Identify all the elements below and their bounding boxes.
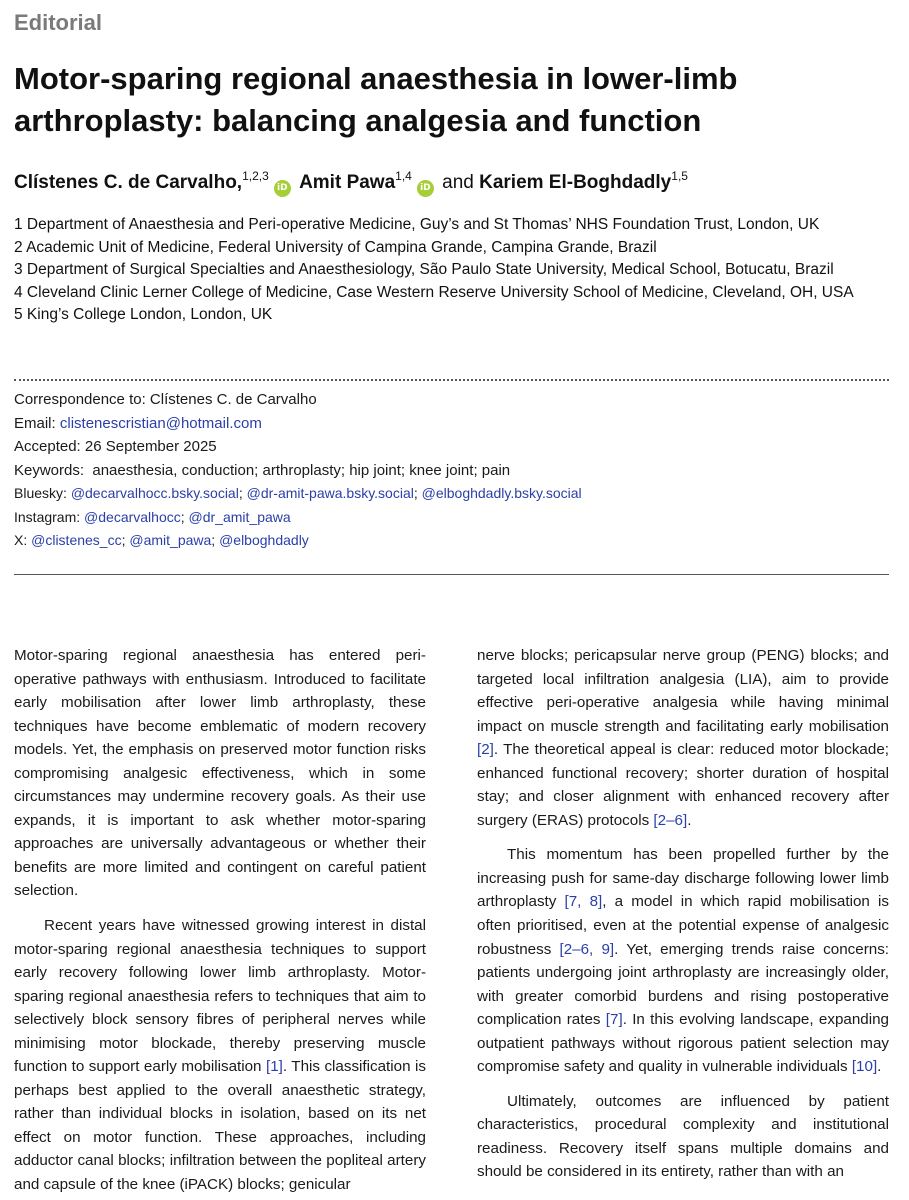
correspondence-label: Correspondence to:: [14, 391, 146, 408]
author-name[interactable]: Kariem El-Boghdadly: [479, 172, 672, 193]
email-label: Email:: [14, 414, 56, 432]
keywords-label: Keywords:: [14, 461, 85, 479]
accepted-row: [14, 435, 582, 459]
author-affil-sup: 1,5: [671, 169, 688, 183]
bluesky-row: Bluesky: @decarvalhocc.bsky.social; @dr-amit-pawa.bsky.social; @elboghdadly.bsky.social: [14, 485, 582, 501]
body-paragraph: [477, 1090, 889, 1184]
correspondence-row: [14, 388, 582, 412]
orcid-icon[interactable]: iD: [417, 180, 434, 197]
citation-link[interactable]: [2]: [477, 741, 494, 759]
paragraph-text: Ultimately, outcomes are influenced by patient characteristics, procedural complexity and institutional readiness. Recovery itself spans multiple domains and should be considered in its entirety, rather than with an: [477, 1092, 889, 1181]
author-connector: and: [442, 172, 474, 193]
article-metadata: [14, 388, 582, 553]
section-divider: [14, 574, 889, 575]
orcid-icon[interactable]: iD: [274, 180, 291, 197]
body-paragraph: [477, 644, 889, 832]
dotted-divider: [14, 379, 889, 381]
x-link[interactable]: @elboghdadly: [219, 532, 309, 548]
bluesky-label: Bluesky:: [14, 485, 67, 501]
author-affil-sup: 1,4: [395, 169, 412, 183]
body-column-right: [477, 644, 889, 1184]
paragraph-text: Motor-sparing regional anaesthesia has entered peri-operative pathways with enthusiasm. Introduced to facilitate early mobilisation after lower limb arthroplasty, these techniques have become emblematic of modern recovery models. Yet, the emphasis on preserved motor function risks compromising analgesic effectiveness, which in some circumstances may undermine recovery goals. As their use expands, it is important to ask whether motor-sparing approaches are universally advantageous or whether their benefits are more limited and contingent on careful patient selection.: [14, 647, 426, 900]
paragraph-text: nerve blocks; pericapsular nerve group (PENG) blocks; and targeted local infiltration analgesia (LIA), aim to provide effective peri-operative analgesia while having minimal impact on muscle strength and facilitating early mobilisation: [477, 647, 889, 735]
correspondence-value: Clístenes C. de Carvalho: [149, 391, 317, 408]
paragraph-text: , a model in which rapid mobilisation is often prioritised, even at the potential expense of analgesic robustness: [477, 893, 889, 958]
author-affil-sup: 1,2,3: [242, 169, 269, 183]
citation-link[interactable]: [10]: [851, 1058, 878, 1076]
article-title: Motor-sparing regional anaesthesia in lower-limb arthroplasty: balancing analgesia and function: [14, 61, 738, 138]
citation-link[interactable]: [2–6, 9]: [559, 940, 615, 958]
bluesky-link[interactable]: @elboghdadly.bsky.social: [421, 485, 582, 501]
citation-link[interactable]: [7, 8]: [564, 893, 603, 911]
email-row: [14, 412, 582, 436]
instagram-row: Instagram: @decarvalhocc; @dr_amit_pawa: [14, 508, 291, 525]
citation-link[interactable]: [2–6]: [653, 811, 688, 829]
x-link[interactable]: @amit_pawa: [129, 532, 212, 548]
affiliation: 2 Academic Unit of Medicine, Federal University of Campina Grande, Campina Grande, Brazil: [14, 238, 657, 256]
paragraph-text: . The theoretical appeal is clear: reduced motor blockade; enhanced functional recovery; shorter duration of hospital stay; and closer alignment with enhanced recovery after surgery (ERAS) protocols: [477, 741, 889, 829]
x-label: X:: [14, 532, 28, 548]
author-list: [14, 168, 688, 198]
accepted-label: Accepted:: [14, 438, 81, 455]
x-link[interactable]: @clistenes_cc: [31, 532, 122, 548]
affiliation-list: [14, 214, 854, 327]
affiliation: 1 Department of Anaesthesia and Peri-operative Medicine, Guy’s and St Thomas’ NHS Foundation Trust, London, UK: [14, 216, 820, 233]
body-paragraph: [14, 644, 426, 903]
paragraph-text: . In this evolving landscape, expanding outpatient pathways without rigorous patient selection may compromise safety and quality in vulnerable individuals: [477, 1011, 889, 1076]
paragraph-text: This momentum has been propelled further by the increasing push for same-day discharge following lower limb arthroplasty: [477, 846, 889, 911]
section-label: Editorial: [14, 10, 103, 35]
email-link[interactable]: clistenescristian@hotmail.com: [59, 414, 262, 432]
paragraph-text: . Yet, emerging trends raise concerns: patients undergoing joint arthroplasty are increasingly older, with greater comorbid burdens and rising postoperative complication rates: [477, 940, 890, 1029]
citation-link[interactable]: [1]: [265, 1058, 283, 1076]
affiliation: 3 Department of Surgical Specialties and Anaesthesiology, São Paulo State University, Medical School, Botucatu, Brazil: [14, 261, 834, 278]
body-column-left: [14, 644, 426, 1197]
instagram-link[interactable]: @decarvalhocc: [84, 508, 181, 525]
body-paragraph: [14, 914, 426, 1197]
accepted-date: 26 September 2025: [84, 438, 217, 455]
paragraph-text: .: [877, 1058, 882, 1076]
affiliation: 4 Cleveland Clinic Lerner College of Medicine, Case Western Reserve University School of Medicine, Cleveland, OH, USA: [14, 283, 854, 301]
bluesky-link[interactable]: @decarvalhocc.bsky.social: [70, 485, 239, 501]
paragraph-text: . This classification is perhaps best applied to the overall anaesthetic strategy, rather than individual blocks in isolation, based on its net effect on motor function. These approaches, including adductor canal blocks; infiltration between the popliteal artery and capsule of the knee (iPACK) blocks; genicular: [14, 1058, 426, 1194]
bluesky-link[interactable]: @dr-amit-pawa.bsky.social: [246, 485, 414, 501]
citation-link[interactable]: [7]: [605, 1011, 623, 1029]
paragraph-text: Recent years have witnessed growing interest in distal motor-sparing regional anaesthesia techniques to support early recovery following lower limb arthroplasty. Motor-sparing regional anaesthesia refers to techniques that aim to selectively block sensory fibres of peripheral nerves while minimising motor blockade, thereby preserving muscle function to support early mobilisation: [14, 917, 426, 1076]
instagram-link[interactable]: @dr_amit_pawa: [188, 508, 291, 525]
affiliation: 5 King’s College London, London, UK: [14, 306, 273, 323]
author-name[interactable]: Clístenes C. de Carvalho,: [14, 172, 243, 193]
author-name[interactable]: Amit Pawa: [299, 172, 396, 193]
x-row: X: @clistenes_cc; @amit_pawa; @elboghdadly: [14, 532, 309, 548]
keywords-value: anaesthesia, conduction; arthroplasty; hip joint; knee joint; pain: [92, 461, 511, 479]
body-paragraph: [477, 843, 889, 1078]
paragraph-text: .: [687, 811, 692, 829]
keywords-row: [14, 459, 582, 483]
instagram-label: Instagram:: [14, 508, 81, 525]
